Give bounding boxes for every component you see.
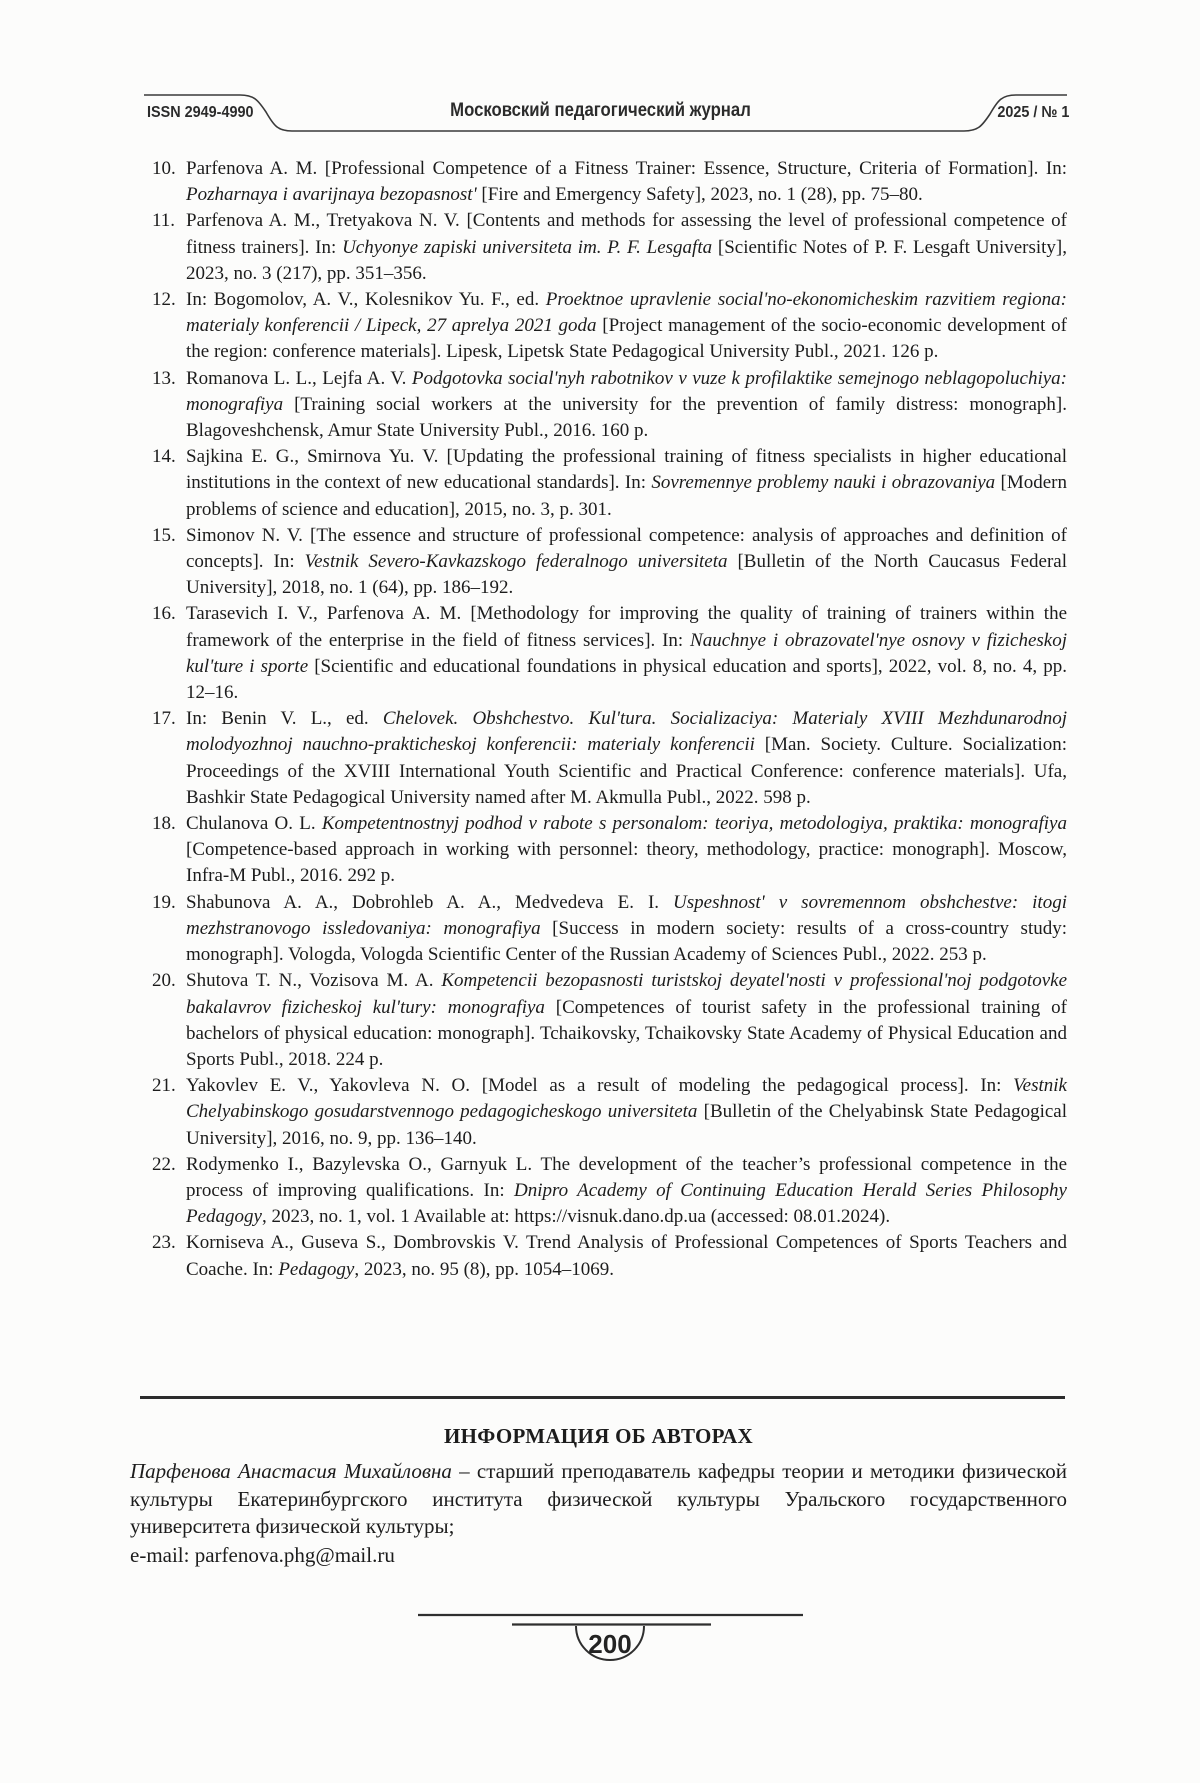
authors-info-section [130,1424,1067,1569]
text-segment: , 2023, no. 95 (8), pp. 1054–1069. [354,1258,614,1280]
text-segment: Rodymenko I., Bazylevska O., Garnyuk L. The development of the teacher’s professional competence in the process of improving qualifications. In: [186,1153,1067,1201]
issue-label: 2025 / № 1 [997,104,1070,121]
reference-number: 12. [152,289,176,311]
italic-text-segment: Uspeshnost' v sovremennom obshchestve: itogi mezhstranovogo issledovaniya: monografiya [186,891,1067,939]
italic-text-segment: Podgotovka social'nyh rabotnikov v vuze k profilaktike semejnogo neblagopoluchiya: monografiya [186,367,1067,415]
footer [400,1602,820,1677]
reference-number: 22. [152,1153,176,1175]
text-segment: [Scientific Notes of P. F. Lesgaft University], 2023, no. 3 (217), pp. 351–356. [186,236,1068,284]
text-segment: [Bulletin of the Chelyabinsk State Pedagogical University], 2016, no. 9, pp. 136–140. [186,1101,1067,1149]
section-separator-rule [140,1396,1065,1399]
text-segment: [Man. Society. Culture. Socialization: Proceedings of the XVIII International Youth Scientific and Practical Conference: conference materials]. Ufa, Bashkir State Pedagogical University named after M. Akmulla Publ., 2022. 598 p. [186,734,1068,808]
reference-item [152,156,1067,208]
text-segment: Korniseva A., Guseva S., Dombrovskis V. Trend Analysis of Professional Competences of Sports Teachers and Coache. In: [186,1232,1067,1280]
italic-text-segment: Nauchnye i obrazovatel'nye osnovy v fizicheskoj kul'ture i sporte [186,629,1067,677]
reference-item [152,1073,1067,1152]
text-segment: Tarasevich I. V., Parfenova A. M. [Methodology for improving the quality of training of trainers within the framework of the enterprise in the field of fitness services]. In: [186,603,1067,651]
reference-item [152,706,1067,811]
reference-item [152,968,1067,1073]
text-segment: Shutova T. N., Vozisova M. A. [186,970,442,992]
text-segment: [Success in modern society: results of a cross-country study: monograph]. Vologda, Vologda Scientific Center of the Russian Academy of Sciences Publ., 2022. 253 p. [186,917,1068,966]
reference-number: 13. [152,367,176,389]
italic-text-segment: Dnipro Academy of Continuing Education Herald Series Philosophy Pedagogy [186,1179,1067,1228]
italic-text-segment: Uchyonye zapiski universiteta im. P. F. Lesgafta [342,236,713,258]
reference-number: 17. [152,708,176,730]
reference-number: 23. [152,1232,176,1254]
reference-item [152,1230,1067,1282]
authors-info-paragraph [130,1458,1067,1541]
italic-text-segment: Pozharnaya i avarijnaya bezopasnost' [186,184,477,206]
text-segment: Romanova L. L., Lejfa A. V. [186,367,412,389]
reference-number: 15. [152,524,176,546]
text-segment: Parfenova A. M., Tretyakova N. V. [Contents and methods for assessing the level of professional competence of fitness trainers]. In: [186,210,1067,258]
text-segment: , 2023, no. 1, vol. 1 Available at: https://visnuk.dano.dp.ua (accessed: 08.01.2024). [261,1206,891,1228]
text-segment: Simonov N. V. [The essence and structure of professional competence: analysis of approaches and definition of concepts]. In: [186,524,1067,573]
reference-number: 10. [152,158,176,179]
reference-number: 11. [152,210,176,232]
text-segment: [Competences of tourist safety in the professional training of bachelors of physical education: monograph]. Tchaikovsky, Tchaikovsky State Academy of Physical Education and Sports Publ., 2018. 224 p. [186,996,1067,1070]
references-list [152,156,1067,1283]
reference-item [152,444,1067,523]
journal-title: Московский педагогический журнал [450,100,751,121]
reference-item [152,523,1067,602]
text-segment: In: Benin V. L., ed. [186,708,383,730]
reference-item [152,890,1067,969]
italic-text-segment: Sovremennye problemy nauki i obrazovaniya [651,472,996,494]
reference-number: 19. [152,891,176,913]
reference-item [152,366,1067,445]
issn-label: ISSN 2949-4990 [147,104,254,121]
italic-text-segment: Vestnik Severo-Kavkazskogo federalnogo universiteta [304,551,728,573]
text-segment: Parfenova A. M. [Professional Competence of a Fitness Trainer: Essence, Structure, Criteria of Formation]. In: [186,158,1067,179]
references-section [152,156,1067,1283]
reference-number: 14. [152,446,176,468]
italic-text-segment: Chelovek. Obshchestvo. Kul'tura. Socializaciya: Materialy XVIII Mezhdunarodnoj molodyozhnoj nauchno-prakticheskoj konferencii: materialy konferencii [186,708,1067,756]
text-segment: [Modern problems of science and education], 2015, no. 3, p. 301. [186,472,1067,520]
reference-number: 16. [152,603,176,625]
reference-number: 18. [152,813,176,835]
text-segment: Sajkina E. G., Smirnova Yu. V. [Updating the professional training of fitness specialists in higher educational institutions in the context of new educational standards]. In: [186,446,1067,494]
text-segment: Shabunova A. A., Dobrohleb A. A., Medvedeva E. I. [186,891,674,913]
text-segment: [Scientific and educational foundations in physical education and sports], 2022, vol. 8, no. 4, pp. 12–16. [186,655,1067,704]
italic-text-segment: Парфенова Анастасия Михайловна [130,1459,452,1483]
italic-text-segment: Kompetencii bezopasnosti turistskoj deyatel'nosti v professional'noj podgotovke bakalavrov fizicheskoj kul'tury: monografiya [186,970,1068,1018]
reference-item [152,287,1067,366]
page-number: 200 [588,1629,632,1659]
italic-text-segment: Kompetentnostnyj podhod v rabote s personalom: teoriya, metodologiya, praktika: monografiya [321,813,1067,835]
reference-item [152,811,1067,890]
text-segment: [Training social workers at the university for the prevention of family distress: monograph]. Blagoveshchensk, Amur State University Publ., 2016. 160 p. [186,393,1067,442]
text-segment: Yakovlev E. V., Yakovleva N. O. [Model as a result of modeling the pedagogical process]. In: [186,1075,1014,1097]
text-segment: [Fire and Emergency Safety], 2023, no. 1 (28), pp. 75–80. [476,184,923,206]
text-segment: [Project management of the socio-economic development of the region: conference materials]. Lipesk, Lipetsk State Pedagogical University Publ., 2021. 126 p. [186,315,1067,363]
reference-item [152,1152,1067,1231]
reference-number: 21. [152,1075,176,1097]
text-segment: Chulanova O. L. [186,813,322,835]
italic-text-segment: Vestnik Chelyabinskogo gosudarstvennogo pedagogicheskogo universiteta [186,1075,1067,1123]
text-segment: [Bulletin of the North Caucasus Federal University], 2018, no. 1 (64), pp. 186–192. [186,551,1068,599]
author-email: e-mail: parfenova.phg@mail.ru [130,1542,395,1567]
authors-info-heading: ИНФОРМАЦИЯ ОБ АВТОРАХ [444,1424,753,1448]
text-segment: [Competence-based approach in working with personnel: theory, methodology, practice: monograph]. Moscow, Infra-M Publ., 2016. 292 p. [186,839,1067,887]
italic-text-segment: Pedagogy [278,1258,355,1280]
reference-item [152,601,1067,706]
reference-item [152,208,1067,287]
italic-text-segment: Proektnoe upravlenie social'no-ekonomicheskim razvitiem regiona: materialy konferencii / Lipeck, 27 aprelya 2021 goda [186,289,1067,337]
text-segment: – старший преподаватель кафедры теории и методики физической культуры Екатеринбургского института физической культуры Уральского государственного университета физической культуры; [130,1459,1067,1538]
reference-number: 20. [152,970,176,992]
text-segment: In: Bogomolov, A. V., Kolesnikov Yu. F., ed. [186,289,546,311]
